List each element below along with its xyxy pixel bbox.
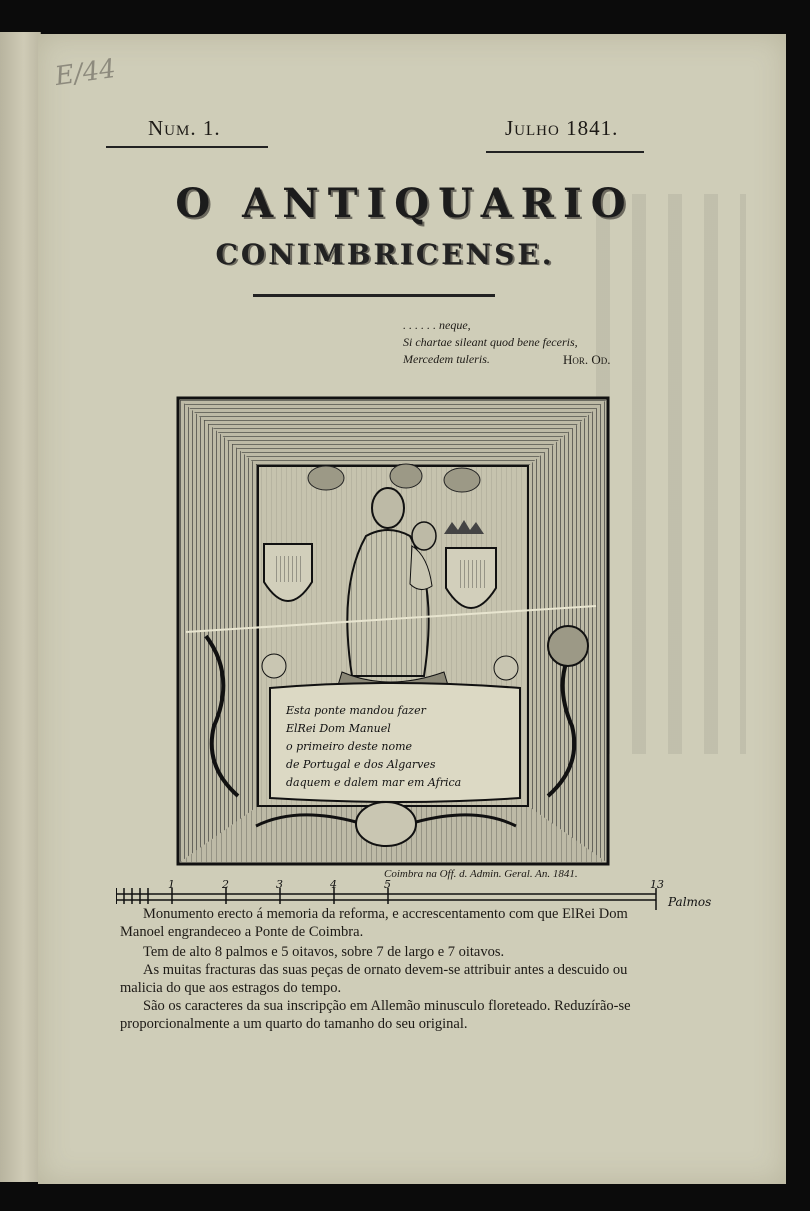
monument-engraving	[176, 396, 610, 866]
body-p1-line2: Manoel engrandeceo a Ponte de Coimbra.	[120, 924, 364, 940]
masthead-title: O ANTIQUARIO	[175, 180, 635, 227]
inscription-line-5: daquem e dalem mar em Africa	[286, 776, 462, 789]
scale-tick-5: 5	[384, 880, 391, 891]
epigraph-line-2: Si chartae sileant quod bene feceris,	[403, 335, 578, 349]
inscription-line-1: Esta ponte mandou fazer	[286, 704, 426, 717]
epigraph-line-1: . . . . . . neque,	[403, 318, 471, 332]
inscription-line-2: ElRei Dom Manuel	[286, 722, 391, 735]
masthead-subtitle: CONIMBRICENSE.	[215, 238, 555, 271]
epigraph-source: Hor. Od.	[563, 352, 611, 367]
inscription-line-4: de Portugal e dos Algarves	[286, 758, 436, 771]
header-rule-left	[106, 146, 268, 148]
body-p4-line1: São os caracteres da sua inscripção em Allemão minusculo floreteado. Reduzírão-se	[143, 998, 631, 1014]
pencil-annotation: E/44	[53, 53, 118, 93]
issue-date: Julho 1841.	[505, 116, 619, 140]
epigraph-line-3: Mercedem tuleris.	[403, 352, 490, 366]
body-p1-line1: Monumento erecto á memoria da reforma, e accrescentamento com que ElRei Dom	[143, 906, 628, 922]
inscription-line-3: o primeiro deste nome	[286, 740, 413, 753]
body-p4-line2: proporcionalmente a um quarto do tamanho do seu original.	[120, 1016, 468, 1032]
issue-number: Num. 1.	[148, 116, 221, 140]
ink-bleed-through	[596, 194, 746, 754]
scale-tick-4: 4	[330, 880, 337, 891]
header-rule-right	[486, 151, 644, 153]
scale-tick-2: 2	[222, 880, 229, 891]
engraver-signature: Coimbra na Off. d. Admin. Geral. An. 1841.	[384, 868, 578, 880]
title-ornament-rule	[253, 294, 495, 297]
body-p3-line1: As muitas fracturas das suas peças de ornato devem-se attribuir antes a descuido ou	[143, 962, 628, 978]
body-p3-line2: malicia do que aos estragos do tempo.	[120, 980, 342, 996]
scale-tick-13: 13	[650, 880, 664, 891]
scale-unit-label: Palmos	[668, 895, 712, 909]
scale-tick-3: 3	[276, 880, 283, 891]
body-p2: Tem de alto 8 palmos e 5 oitavos, sobre 7 de largo e 7 oitavos.	[143, 944, 505, 960]
scale-tick-1: 1	[168, 880, 175, 891]
engraving-illustration	[176, 396, 610, 866]
